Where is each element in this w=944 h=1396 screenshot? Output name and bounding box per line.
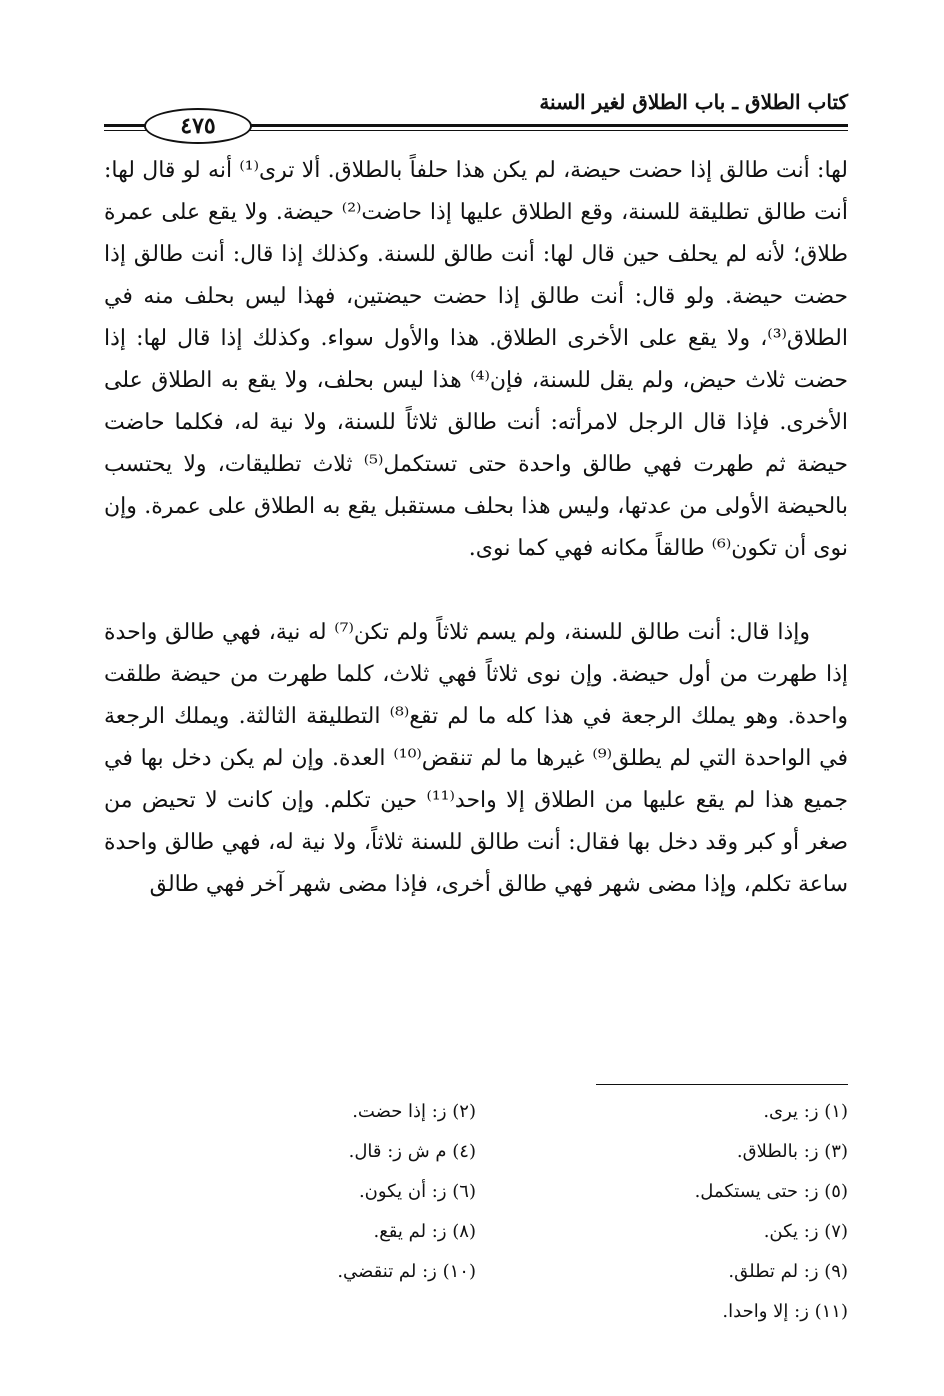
main-text (104, 150, 848, 906)
page-number: ٤٧٥ (144, 108, 252, 144)
running-head: كتاب الطلاق ـ باب الطلاق لغير السنة (539, 90, 848, 114)
footnote: (١١) ز: إلا واحدا. (722, 1301, 848, 1322)
footnote: (٨) ز: لم يقع. (373, 1221, 476, 1242)
footnote: (٦) ز: أن يكون. (358, 1181, 476, 1202)
footnote: (٢) ز: إذا حضت. (352, 1101, 476, 1122)
footnote: (٥) ز: حتى يستكمل. (694, 1181, 848, 1202)
footnote: (٤) م ش ز: قال. (348, 1141, 476, 1162)
paragraph: وإذا قال: أنت طالق للسنة، ولم يسم ثلاثاً ولم تكن⁽⁷⁾ له نية، فهي طالق واحدة إذا طهرت من أول حيضة. وإن نوى ثلاثاً فهي ثلاث، كلما طهرت من حيضة طلقت واحدة. وهو يملك الرجعة في هذا كله ما لم تقع⁽⁸⁾ التطليقة الثالثة. ويملك الرجعة في الواحدة التي لم يطلق⁽⁹⁾ غيرها ما لم تنقض⁽¹⁰⁾ العدة. وإن لم يكن دخل بها في جميع هذا لم يقع عليها من الطلاق إلا واحد⁽¹¹⁾ حين تكلم. وإن كانت لا تحيض من صغر أو كبر وقد دخل بها فقال: أنت طالق للسنة ثلاثاً، ولا نية له، فهي طالق واحدة ساعة تكلم، وإذا مضى شهر فهي طالق أخرى، فإذا مضى شهر آخر فهي طالق (104, 620, 848, 897)
footnote: (٩) ز: لم تطلق. (728, 1261, 848, 1282)
footnote: (١) ز: يرى. (763, 1101, 848, 1122)
paragraph: لها: أنت طالق إذا حضت حيضة، لم يكن هذا حلفاً بالطلاق. ألا ترى⁽¹⁾ أنه لو قال لها: أنت طالق تطليقة للسنة، وقع الطلاق عليها إذا حاضت⁽²⁾ حيضة. ولا يقع على عمرة طلاق؛ لأنه لم يحلف حين قال لها: أنت طالق للسنة. وكذلك إذا قال: أنت طالق إذا حضت حيضة. ولو قال: أنت طالق إذا حضت حيضتين، فهذا ليس بحلف منه في الطلاق⁽³⁾، ولا يقع على الأخرى الطلاق. هذا والأول سواء. وكذلك إذا قال لها: إذا حضت ثلاث حيض، ولم يقل للسنة، فإن⁽⁴⁾ هذا ليس بحلف، ولا يقع به الطلاق على الأخرى. فإذا قال الرجل لامرأته: أنت طالق ثلاثاً للسنة، ولا نية له، فكلما حاضت حيضة ثم طهرت فهي طالق واحدة حتى تستكمل⁽⁵⁾ ثلاث تطليقات، ولا يحتسب بالحيضة الأولى من عدتها، وليس هذا بحلف مستقبل يقع به الطلاق على عمرة. وإن نوى أن تكون⁽⁶⁾ طالقاً مكانه فهي كما نوى. (104, 158, 848, 561)
footnote: (٧) ز: يكن. (763, 1221, 848, 1242)
footnotes (104, 1094, 848, 1330)
footnote-separator (596, 1084, 848, 1085)
page-header (104, 84, 848, 138)
footnote: (٣) ز: بالطلاق. (736, 1141, 848, 1162)
footnote: (١٠) ز: لم تنقضي. (337, 1261, 476, 1282)
